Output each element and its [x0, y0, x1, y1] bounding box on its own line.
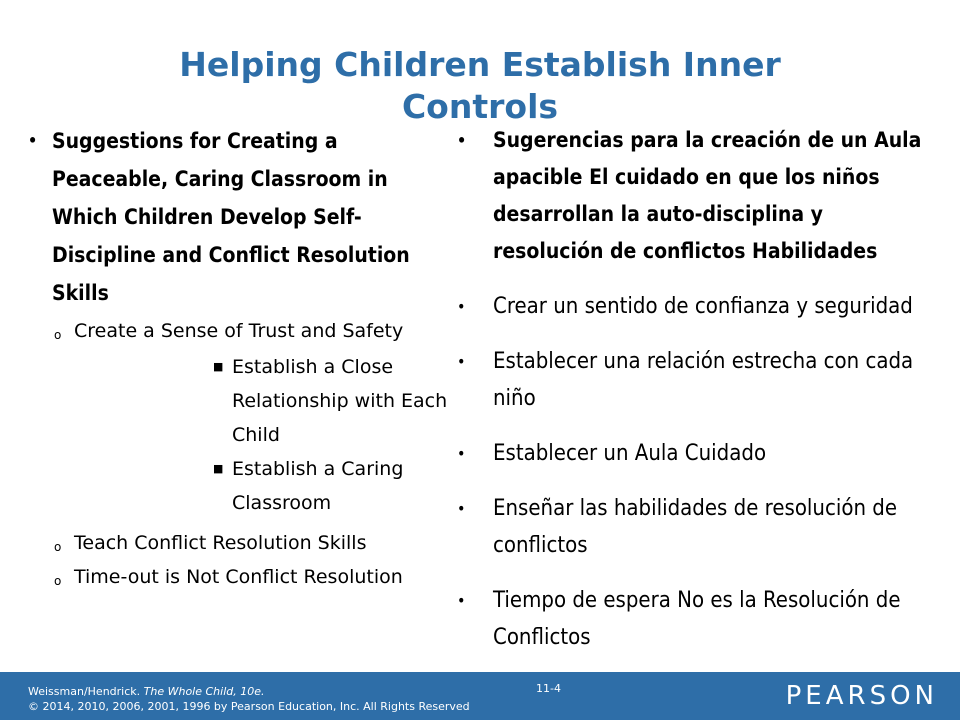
- footer-authors: Weissman/Hendrick.: [28, 685, 144, 698]
- page-number: 11-4: [536, 682, 561, 695]
- right-item: [455, 343, 925, 417]
- right-column: [455, 122, 925, 656]
- right-item-4: Establecer un Aula Cuidado: [493, 441, 767, 466]
- bullet-square-icon: ■: [213, 360, 224, 373]
- bullet-circle-icon: o: [54, 328, 62, 342]
- left-sub3: Time-out is Not Conflict Resolution: [74, 566, 403, 588]
- left-heading: Suggestions for Creating a Peaceable, Caring Classroom in Which Children Develop Self-Discipline and Conflict Resolution Skills: [52, 129, 410, 305]
- left-sub1-item-2: Establish a Caring Classroom: [232, 458, 404, 514]
- left-column: [20, 122, 450, 590]
- bullet-dot-icon: •: [457, 131, 467, 150]
- right-item-5: Enseñar las habilidades de resolución de conflictos: [493, 496, 898, 558]
- bullet-square-icon: ■: [213, 462, 224, 475]
- left-sub1-item-1: Establish a Close Relationship with Each Child: [232, 356, 448, 446]
- left-sub1: Create a Sense of Trust and Safety: [74, 320, 404, 342]
- left-subitem: [20, 318, 450, 344]
- right-item-3: Establecer una relación estrecha con cada niño: [493, 349, 914, 411]
- right-item: [455, 122, 925, 270]
- footer-copyright: © 2014, 2010, 2006, 2001, 1996 by Pearson Education, Inc. All Rights Reserved: [28, 700, 470, 713]
- bullet-dot-icon: •: [28, 131, 38, 150]
- left-subitem: [20, 530, 450, 556]
- left-subitem: [20, 564, 450, 590]
- footer-credits: [28, 684, 470, 714]
- slide-title: Helping Children Establish Inner Controls: [179, 45, 781, 126]
- left-subsubitem: [20, 452, 450, 520]
- bullet-dot-icon: •: [457, 499, 466, 518]
- bullet-circle-icon: o: [54, 574, 62, 588]
- right-item: [455, 582, 925, 656]
- left-subsubitem: [20, 350, 450, 452]
- pearson-logo: PEARSON: [785, 681, 938, 711]
- footer-bar: [0, 672, 960, 720]
- right-item-6: Tiempo de espera No es la Resolución de Conflictos: [493, 588, 901, 650]
- bullet-dot-icon: •: [457, 352, 466, 371]
- footer-book-title: The Whole Child, 10e.: [143, 685, 265, 698]
- bullet-dot-icon: •: [457, 591, 466, 610]
- right-item-1: Sugerencias para la creación de un Aula apacible El cuidado en que los niños desarrollan la auto-disciplina y resolución de conflictos Habilidades: [493, 128, 922, 263]
- bullet-dot-icon: •: [457, 444, 466, 463]
- left-sub2: Teach Conflict Resolution Skills: [74, 532, 367, 554]
- bullet-circle-icon: o: [54, 540, 62, 554]
- right-item: [455, 288, 925, 325]
- right-item: [455, 435, 925, 472]
- bullet-dot-icon: •: [457, 297, 466, 316]
- right-item-2: Crear un sentido de confianza y seguridad: [493, 294, 913, 319]
- right-item: [455, 490, 925, 564]
- left-heading-item: [20, 122, 450, 312]
